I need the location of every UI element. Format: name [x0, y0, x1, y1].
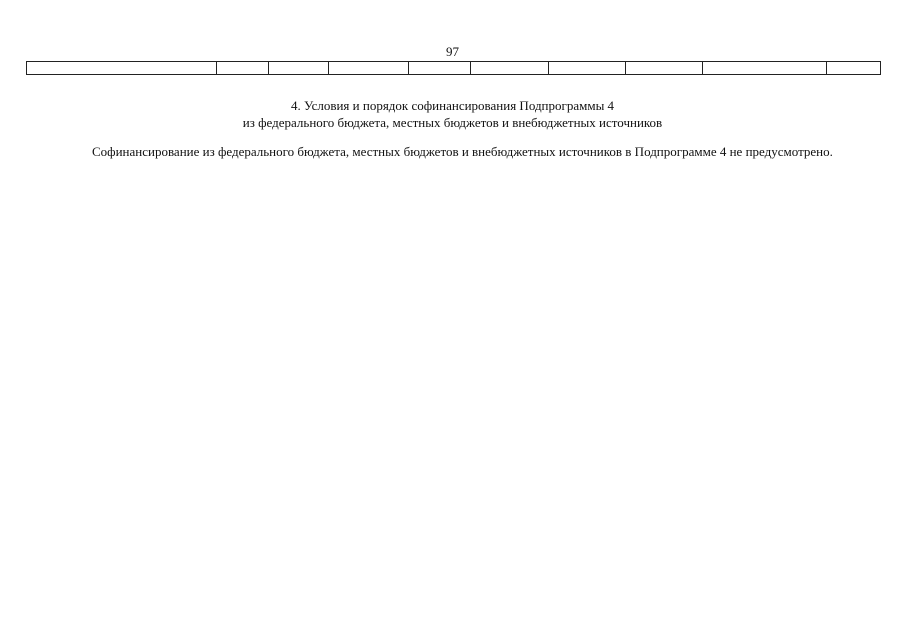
table-cell — [549, 62, 626, 75]
table-cell — [409, 62, 471, 75]
section-title-line-2: из федерального бюджета, местных бюджетов и внебюджетных источников — [242, 115, 663, 130]
body-paragraph: Софинансирование из федерального бюджета, местных бюджетов и внебюджетных источников в Подпрограмме 4 не предусмотрено. — [92, 144, 833, 159]
continued-table-header-strip — [26, 61, 881, 75]
section-title — [0, 97, 905, 131]
table-cell — [703, 62, 827, 75]
table-cell — [827, 62, 881, 75]
page-number: 97 — [446, 44, 459, 59]
table-cell — [217, 62, 269, 75]
table-cell — [471, 62, 549, 75]
table-cell — [626, 62, 703, 75]
table-cell — [329, 62, 409, 75]
section-title-line-1: 4. Условия и порядок софинансирования Подпрограммы 4 — [290, 98, 615, 113]
table-cell — [27, 62, 217, 75]
table-row — [27, 62, 881, 75]
table-cell — [269, 62, 329, 75]
